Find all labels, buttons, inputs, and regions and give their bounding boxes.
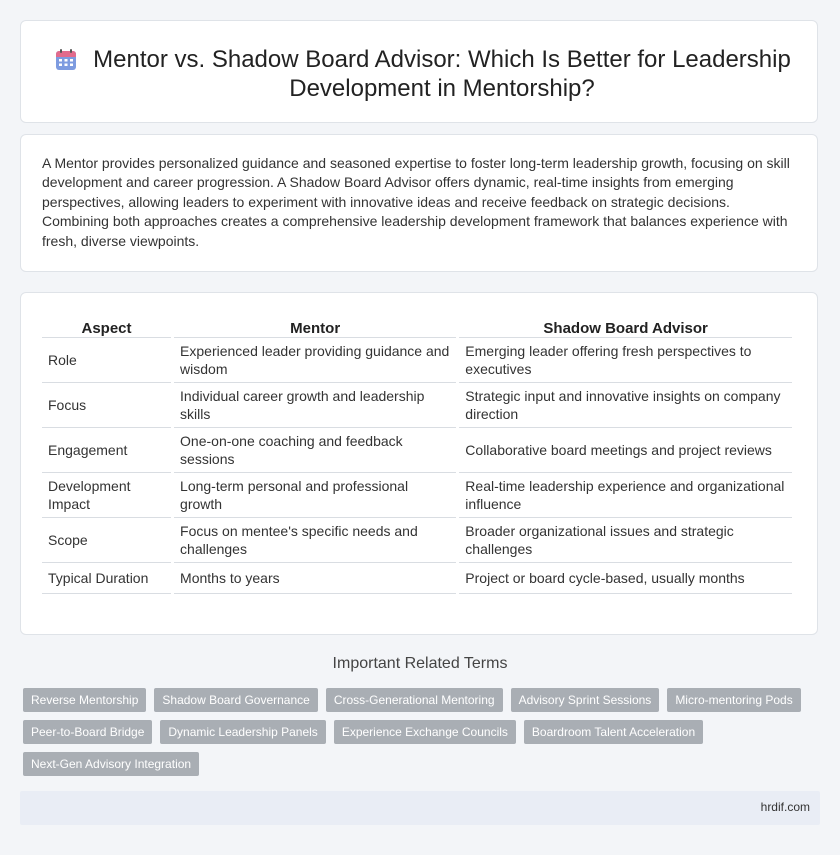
summary-card <box>20 134 818 272</box>
cell-mentor: One-on-one coaching and feedback sessions <box>174 428 456 473</box>
term-tag[interactable]: Peer-to-Board Bridge <box>23 720 152 744</box>
cell-advisor: Emerging leader offering fresh perspectives to executives <box>459 338 792 383</box>
cell-advisor: Collaborative board meetings and project reviews <box>459 428 792 473</box>
cell-mentor: Individual career growth and leadership skills <box>174 383 456 428</box>
term-tag[interactable]: Advisory Sprint Sessions <box>511 688 660 712</box>
footer-site-link[interactable]: hrdif.com <box>760 800 810 814</box>
summary-text: A Mentor provides personalized guidance and seasoned expertise to foster long-term leadership growth, focusing on skill development and career progression. A Shadow Board Advisor offers dynamic, real-time insights from emerging perspectives, allowing leaders to experiment with innovative ideas and receive feedback on strategic decisions. Combining both approaches creates a comprehensive leadership development framework that balances experience with fresh, diverse viewpoints. <box>42 155 790 249</box>
term-tag[interactable]: Reverse Mentorship <box>23 688 146 712</box>
title-card <box>20 20 818 123</box>
cell-mentor: Experienced leader providing guidance and wisdom <box>174 338 456 383</box>
cell-advisor: Project or board cycle-based, usually months <box>459 563 792 594</box>
comparison-table <box>39 316 795 594</box>
term-tag[interactable]: Shadow Board Governance <box>154 688 317 712</box>
cell-aspect: Development Impact <box>42 473 171 518</box>
cell-aspect: Scope <box>42 518 171 563</box>
comparison-card <box>20 292 818 635</box>
term-tag[interactable]: Micro-mentoring Pods <box>667 688 800 712</box>
cell-aspect: Typical Duration <box>42 563 171 594</box>
table-row <box>42 563 792 594</box>
cell-aspect: Focus <box>42 383 171 428</box>
table-row <box>42 428 792 473</box>
term-tag[interactable]: Experience Exchange Councils <box>334 720 516 744</box>
cell-mentor: Months to years <box>174 563 456 594</box>
table-row <box>42 338 792 383</box>
cell-aspect: Role <box>42 338 171 383</box>
cell-mentor: Long-term personal and professional growth <box>174 473 456 518</box>
header-shadow-board-advisor: Shadow Board Advisor <box>459 316 792 338</box>
term-tag[interactable]: Next-Gen Advisory Integration <box>23 752 199 776</box>
calendar-icon <box>54 48 78 72</box>
header-aspect: Aspect <box>42 316 171 338</box>
cell-mentor: Focus on mentee's specific needs and challenges <box>174 518 456 563</box>
page-title: Mentor vs. Shadow Board Advisor: Which Is Better for Leadership Development in Mentorship? <box>93 46 791 102</box>
table-row <box>42 473 792 518</box>
header-mentor: Mentor <box>174 316 456 338</box>
table-row <box>42 383 792 428</box>
footer <box>20 791 820 825</box>
term-tag[interactable]: Dynamic Leadership Panels <box>160 720 325 744</box>
table-header-row <box>42 316 792 338</box>
related-terms-list <box>23 688 803 776</box>
cell-aspect: Engagement <box>42 428 171 473</box>
term-tag[interactable]: Cross-Generational Mentoring <box>326 688 503 712</box>
related-terms-heading: Important Related Terms <box>332 655 508 672</box>
cell-advisor: Real-time leadership experience and organizational influence <box>459 473 792 518</box>
cell-advisor: Broader organizational issues and strategic challenges <box>459 518 792 563</box>
term-tag[interactable]: Boardroom Talent Acceleration <box>524 720 703 744</box>
table-row <box>42 518 792 563</box>
cell-advisor: Strategic input and innovative insights on company direction <box>459 383 792 428</box>
